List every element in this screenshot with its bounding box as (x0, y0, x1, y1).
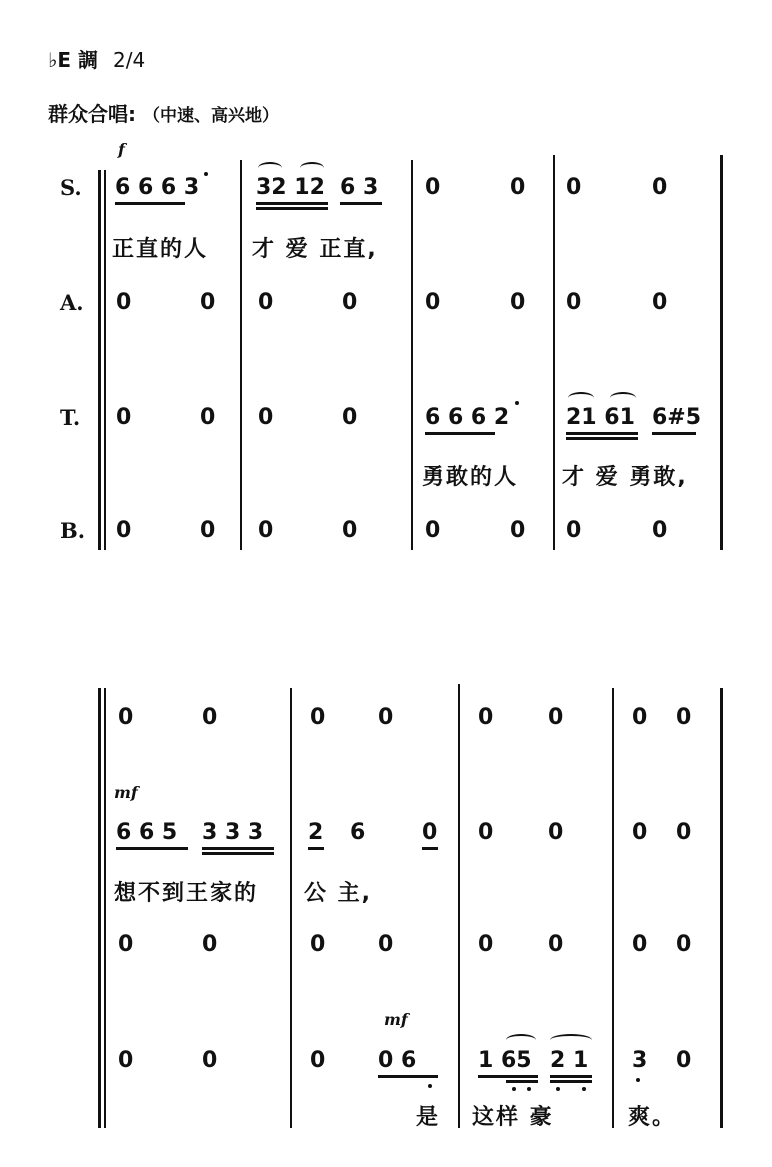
octave-dot (527, 1087, 531, 1091)
rest: 0 (258, 405, 274, 430)
rest: 0 (342, 405, 358, 430)
rest: 0 (632, 932, 648, 957)
rest: 0 (566, 290, 582, 315)
rest: 0 (478, 705, 494, 730)
rest: 0 (676, 1048, 692, 1073)
key-signature (48, 44, 145, 73)
lyric: 这样 豪 (472, 1105, 554, 1130)
note-group: 32 12 (256, 175, 325, 200)
note: 6 (350, 820, 366, 845)
beam (256, 202, 328, 205)
rest: 0 (652, 175, 668, 200)
rest: 0 (510, 518, 526, 543)
rest: 0 (116, 405, 132, 430)
lyric: 勇敢的人 (422, 465, 519, 490)
slur (506, 1034, 536, 1046)
beam (566, 437, 638, 440)
slur (258, 162, 282, 174)
beam (202, 847, 274, 850)
rest: 0 (548, 705, 564, 730)
rest: 0 (116, 518, 132, 543)
octave-dot (204, 172, 208, 176)
rest: 0 (378, 932, 394, 957)
barline (720, 155, 723, 550)
lyric: 才 爱 勇敢, (562, 465, 688, 490)
beam (116, 847, 188, 850)
barline (720, 688, 723, 1128)
rest: 0 (200, 290, 216, 315)
beam (422, 847, 438, 850)
rest: 0 (425, 175, 441, 200)
beam (506, 1080, 538, 1083)
beam (478, 1075, 538, 1078)
note-group: 3 3 3 (202, 820, 264, 845)
note-group: 6 6 6 3 (115, 175, 200, 200)
rest: 0 (510, 175, 526, 200)
chorus-heading (48, 98, 279, 127)
rest: 0 (118, 1048, 134, 1073)
rest: 0 (202, 705, 218, 730)
barline (411, 160, 413, 550)
key-label: ♭E 調 (48, 48, 99, 72)
barline (612, 688, 614, 1128)
beam (566, 432, 638, 435)
beam (202, 852, 274, 855)
rest: 0 (548, 820, 564, 845)
lyric: 才 爱 正直, (252, 237, 378, 262)
system-bracket-inner (104, 170, 106, 550)
rest: 0 (652, 518, 668, 543)
beam (550, 1075, 592, 1078)
rest: 0 (200, 518, 216, 543)
rest: 0 (676, 705, 692, 730)
rest: 0 (310, 705, 326, 730)
system-bracket (98, 170, 101, 550)
rest: 0 (566, 175, 582, 200)
rest: 0 (342, 518, 358, 543)
dynamic-marking: f (118, 140, 125, 159)
octave-dot (636, 1078, 640, 1082)
system-bracket-inner (104, 688, 106, 1128)
note-group: 6#5 (652, 405, 702, 430)
note-group: 6 6 6 2 (425, 405, 510, 430)
rest: 0 (676, 820, 692, 845)
rest: 0 (310, 1048, 326, 1073)
rest: 0 (258, 290, 274, 315)
beam (256, 207, 328, 210)
time-signature: 2/4 (113, 48, 146, 72)
tempo-marking: （中速、高兴地） (142, 106, 279, 126)
rest: 0 (425, 518, 441, 543)
barline (240, 160, 242, 550)
barline (553, 155, 555, 550)
rest: 0 (632, 705, 648, 730)
note-group: 6 3 (340, 175, 379, 200)
dynamic-marking: mf (384, 1010, 408, 1029)
slur (550, 1034, 592, 1046)
rest: 0 (202, 932, 218, 957)
voice-label-bass: B. (60, 518, 86, 543)
system-bracket (98, 688, 101, 1128)
rest: 0 (510, 290, 526, 315)
rest: 0 (378, 705, 394, 730)
rest: 0 (258, 518, 274, 543)
lyric: 是 (416, 1105, 441, 1130)
lyric: 公 主, (304, 881, 373, 906)
voice-label-tenor: T. (60, 405, 81, 430)
note-group: 2 1 (550, 1048, 589, 1073)
rest: 0 (425, 290, 441, 315)
rest: 0 (652, 290, 668, 315)
chorus-label: 群众合唱: (48, 102, 136, 126)
voice-label-alto: A. (60, 290, 84, 315)
octave-dot (582, 1087, 586, 1091)
rest: 0 (118, 932, 134, 957)
rest: 0 (632, 820, 648, 845)
note: 3 (632, 1048, 648, 1073)
slur (300, 162, 324, 174)
octave-dot (556, 1087, 560, 1091)
rest: 0 (676, 932, 692, 957)
lyric: 爽。 (628, 1105, 677, 1130)
rest: 0 (478, 820, 494, 845)
beam (425, 432, 495, 435)
slur (568, 392, 594, 404)
rest: 0 (342, 290, 358, 315)
octave-dot (428, 1084, 432, 1088)
voice-label-soprano: S. (60, 175, 82, 200)
beam (340, 202, 382, 205)
rest: 0 (310, 932, 326, 957)
note-group: 1 65 (478, 1048, 532, 1073)
rest: 0 (566, 518, 582, 543)
beam (115, 202, 185, 205)
slur (610, 392, 636, 404)
note: 2 (308, 820, 324, 845)
rest: 0 (200, 405, 216, 430)
barline (458, 684, 460, 1128)
lyric: 想不到王家的 (114, 881, 259, 906)
barline (290, 688, 292, 1128)
octave-dot (515, 401, 519, 405)
beam (378, 1075, 438, 1078)
note-group: 21 61 (566, 405, 635, 430)
rest: 0 (478, 932, 494, 957)
beam (550, 1080, 592, 1083)
lyric: 正直的人 (112, 237, 209, 262)
octave-dot (512, 1087, 516, 1091)
note-group: 6 6 5 (116, 820, 178, 845)
rest: 0 (422, 820, 438, 845)
rest: 0 (202, 1048, 218, 1073)
note-group: 0 6 (378, 1048, 417, 1073)
beam (652, 432, 696, 435)
rest: 0 (118, 705, 134, 730)
beam (308, 847, 324, 850)
rest: 0 (116, 290, 132, 315)
dynamic-marking: mf (114, 783, 138, 802)
rest: 0 (548, 932, 564, 957)
